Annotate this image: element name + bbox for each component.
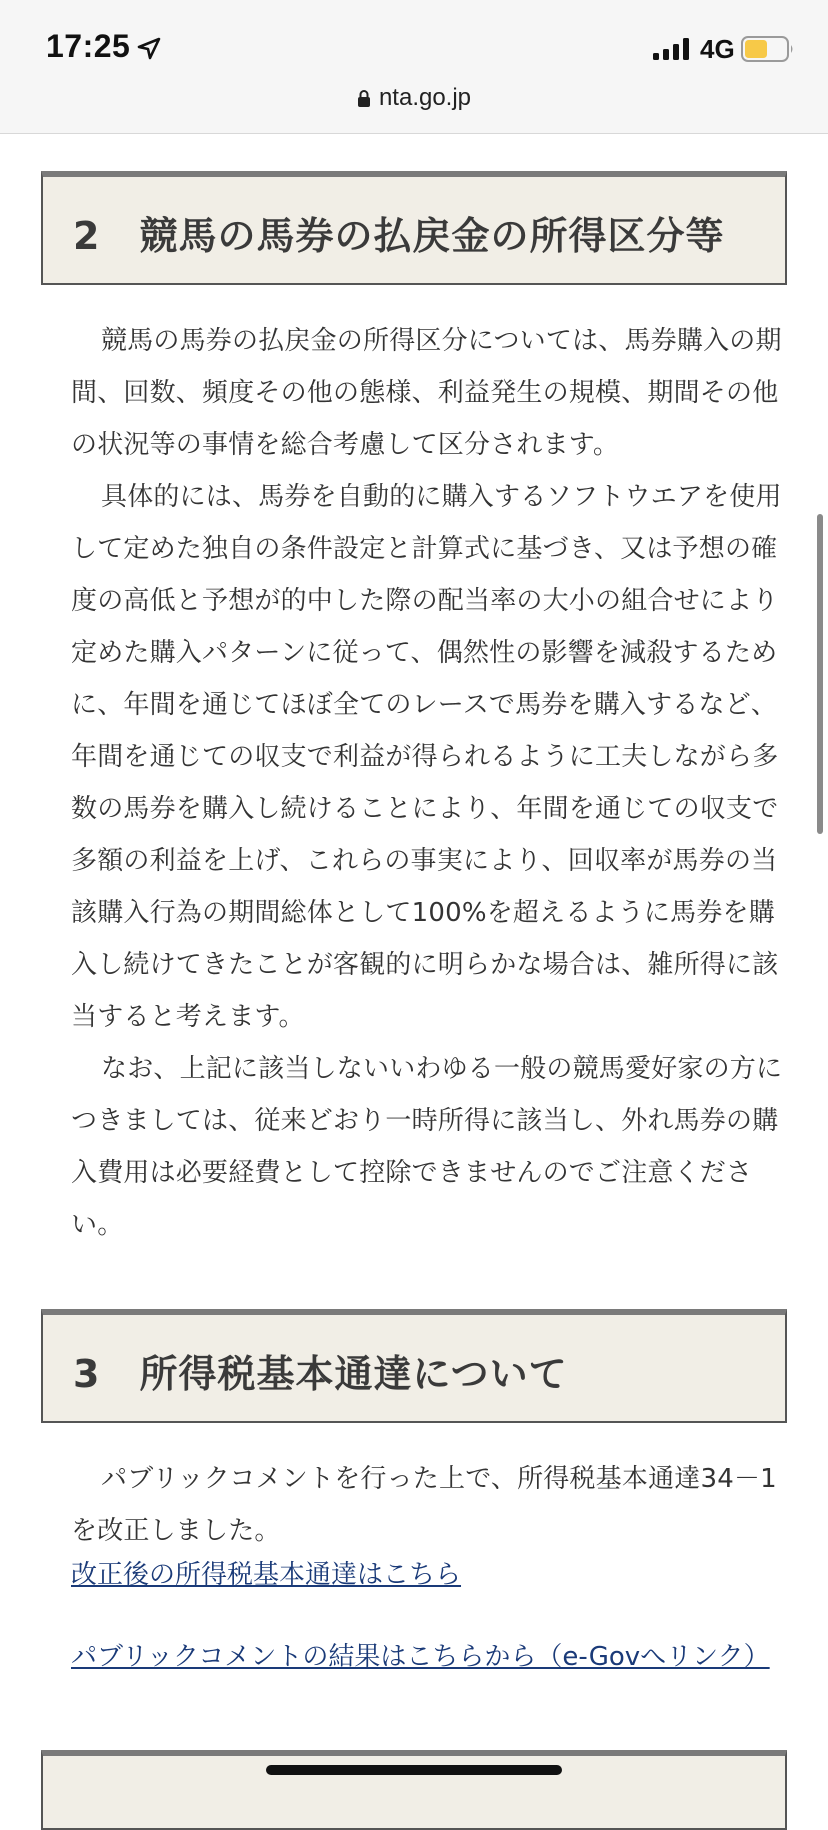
section-3-heading [41, 1309, 787, 1423]
address-bar[interactable] [0, 84, 828, 112]
section-2-heading [41, 171, 787, 285]
section-3-title: 3 所得税基本通達について [73, 1352, 568, 1396]
status-time: 17:25 [46, 28, 131, 64]
battery-icon [741, 36, 795, 62]
section-4-heading-partial [41, 1750, 787, 1830]
page-scrollbar[interactable] [817, 514, 823, 834]
cellular-signal-icon [653, 38, 691, 60]
section-2-paragraph-3: なお、上記に該当しないいわゆる一般の競馬愛好家の方につきましては、従来どおり一時所得に該当し、外れ馬券の購入費用は必要経費として控除できませんのでご注意ください。 [71, 1054, 783, 1240]
revised-notice-link[interactable]: 改正後の所得税基本通達はこちら [71, 1560, 462, 1590]
network-type: 4G [700, 34, 735, 64]
url-text: nta.go.jp [378, 84, 472, 111]
home-indicator[interactable] [266, 1765, 562, 1775]
status-bar [0, 0, 828, 134]
public-comment-results-link[interactable]: パブリックコメントの結果はこちらから（e-Govへリンク） [71, 1642, 770, 1672]
section-2-title: 2 競馬の馬券の払戻金の所得区分等 [73, 214, 725, 258]
section-3-paragraph: パブリックコメントを行った上で、所得税基本通達34－1を改正しました。 [71, 1464, 777, 1546]
location-arrow-icon [137, 37, 161, 61]
lock-icon [357, 89, 371, 107]
section-2-paragraph-2: 具体的には、馬券を自動的に購入するソフトウエアを使用して定めた独自の条件設定と計算式に基づき、又は予想の確度の高低と予想が的中した際の配当率の大小の組合せにより定めた購入パターンに従って、偶然性の影響を減殺するために、年間を通じてほぼ全てのレースで馬券を購入するなど、年間を通じての収支で利益が得られるように工夫しながら多数の馬券を購入し続けることにより、年間を通じての収支で多額の利益を上げ、これらの事実により、回収率が馬券の当該購入行為の期間総体として100%を超えるように馬券を購入し続けてきたことが客観的に明らかな場合は、雑所得に該当すると考えます。 [71, 482, 782, 1032]
section-2-paragraph-1: 競馬の馬券の払戻金の所得区分については、馬券購入の期間、回数、頻度その他の態様、利益発生の規模、期間その他の状況等の事情を総合考慮して区分されます。 [71, 326, 782, 460]
